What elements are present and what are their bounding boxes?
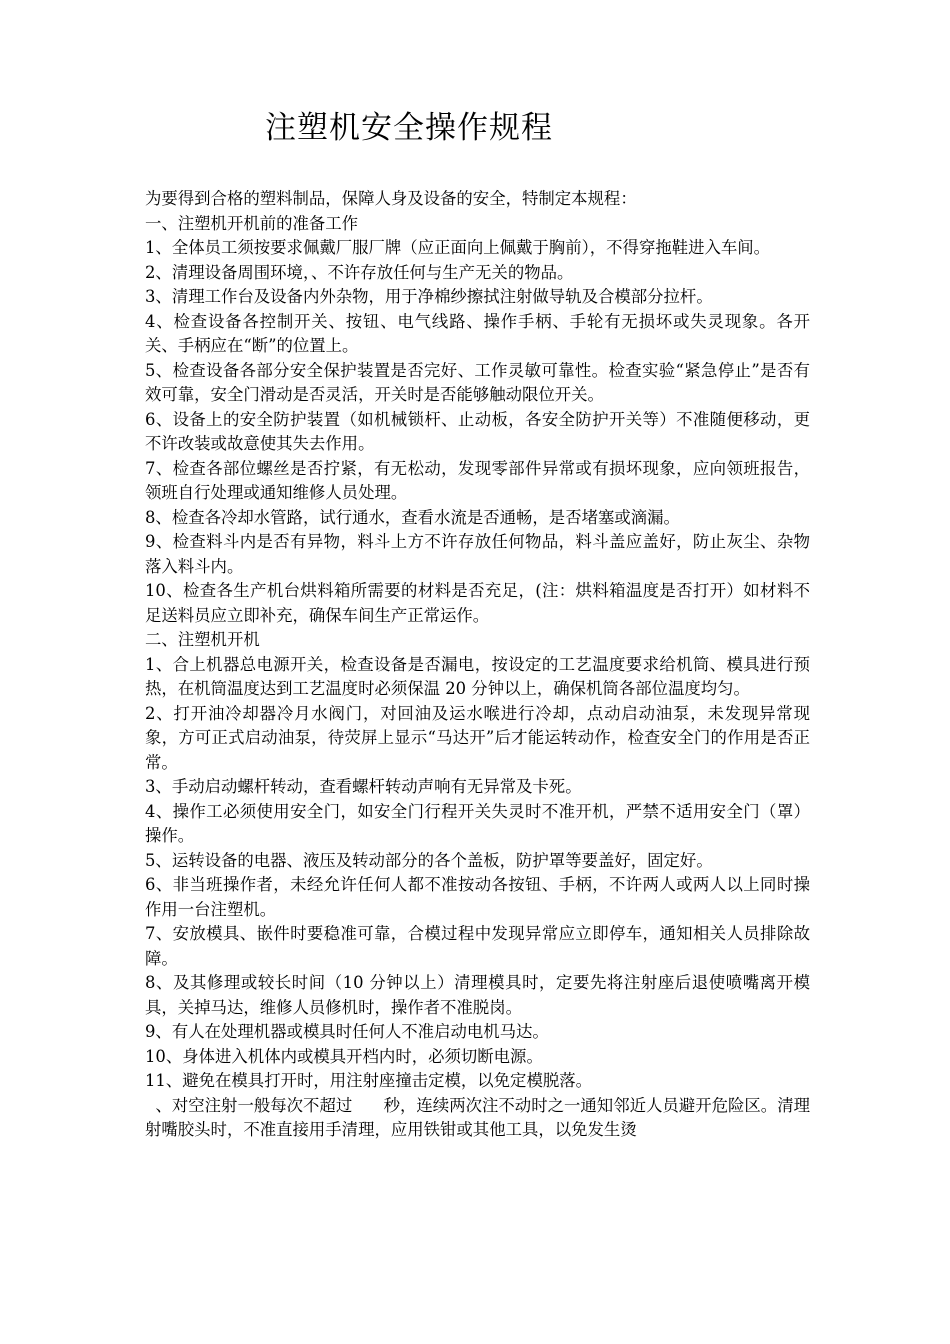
document-body [145,187,810,1143]
paragraph: 1、全体员工须按要求佩戴厂服厂牌（应正面向上佩戴于胸前），不得穿拖鞋进入车间。 [145,238,771,257]
paragraph: 二、注塑机开机 [145,630,260,649]
paragraph: 4、检查设备各控制开关、按钮、电气线路、操作手柄、手轮有无损坏或失灵现象。各开关、手柄应在“断”的位置上。 [145,311,810,355]
paragraph: 5、检查设备各部分安全保护装置是否完好、工作灵敏可靠性。检查实验“紧急停止”是否有效可靠，安全门滑动是否灵活，开关时是否能够触动限位开关。 [145,360,810,404]
paragraph: 10、检查各生产机台烘料箱所需要的材料是否充足，(注：烘料箱温度是否打开）如材料不足送料员应立即补充，确保车间生产正常运作。 [145,581,810,625]
paragraph: 3、手动启动螺杆转动，查看螺杆转动声响有无异常及卡死。 [145,777,582,796]
paragraph: 7、安放模具、嵌件时要稳准可靠，合模过程中发现异常应立即停车，通知相关人员排除故障。 [145,924,810,968]
paragraph: 2、打开油冷却器冷月水阀门，对回油及运水喉进行冷却，点动启动油泵，未发现异常现象，方可正式启动油泵，待荧屏上显示“马达开”后才能运转动作，检查安全门的作用是否正常。 [145,703,810,772]
paragraph: 4、操作工必须使用安全门，如安全门行程开关失灵时不准开机，严禁不适用安全门（罩）操作。 [145,801,810,845]
document-title: 注塑机安全操作规程 [265,110,553,146]
paragraph: 为要得到合格的塑料制品，保障人身及设备的安全，特制定本规程： [145,189,637,208]
paragraph: 8、及其修理或较长时间（10 分钟以上）清理模具时，定要先将注射座后退使喷嘴离开模具，关掉马达，维修人员修机时，操作者不准脱岗。 [145,973,810,1017]
paragraph: 、对空注射一般每次不超过 秒，连续两次注不动时之一通知邻近人员避开危险区。清理射嘴胶头时，不准直接用手清理，应用铁钳或其他工具，以免发生烫 [145,1095,811,1139]
paragraph: 一、注塑机开机前的准备工作 [145,213,359,233]
paragraph: 7、检查各部位螺丝是否拧紧，有无松动，发现零部件异常或有损坏现象，应向领班报告，领班自行处理或通知维修人员处理。 [145,458,810,502]
paragraph: 3、清理工作台及设备内外杂物，用于净棉纱擦拭注射做导轨及合模部分拉杆。 [145,287,713,306]
paragraph: 5、运转设备的电器、液压及转动部分的各个盖板，防护罩等要盖好，固定好。 [145,850,713,870]
paragraph: 6、非当班操作者，未经允许任何人都不准按动各按钮、手柄，不许两人或两人以上同时操作用一台注塑机。 [145,875,810,919]
paragraph: 2、清理设备周围环境，、不许存放任何与生产无关的物品。 [145,262,574,282]
paragraph: 1、合上机器总电源开关，检查设备是否漏电，按设定的工艺温度要求给机筒、模具进行预热，在机筒温度达到工艺温度时必须保温 20 分钟以上，确保机筒各部位温度均匀。 [145,654,810,698]
paragraph: 9、检查料斗内是否有异物，料斗上方不许存放任何物品，料斗盖应盖好，防止灰尘、杂物落入料斗内。 [145,532,810,576]
paragraph: 6、设备上的安全防护装置（如机械锁杆、止动板，各安全防护开关等）不准随便移动，更不许改装或故意使其失去作用。 [145,409,810,453]
paragraph: 11、避免在模具打开时，用注射座撞击定模，以免定模脱落。 [145,1071,593,1090]
paragraph: 8、检查各冷却水管路，试行通水，查看水流是否通畅，是否堵塞或滴漏。 [145,507,680,527]
paragraph: 9、有人在处理机器或模具时任何人不准启动电机马达。 [145,1022,549,1041]
paragraph: 10、身体进入机体内或模具开档内时，必须切断电源。 [145,1046,543,1066]
